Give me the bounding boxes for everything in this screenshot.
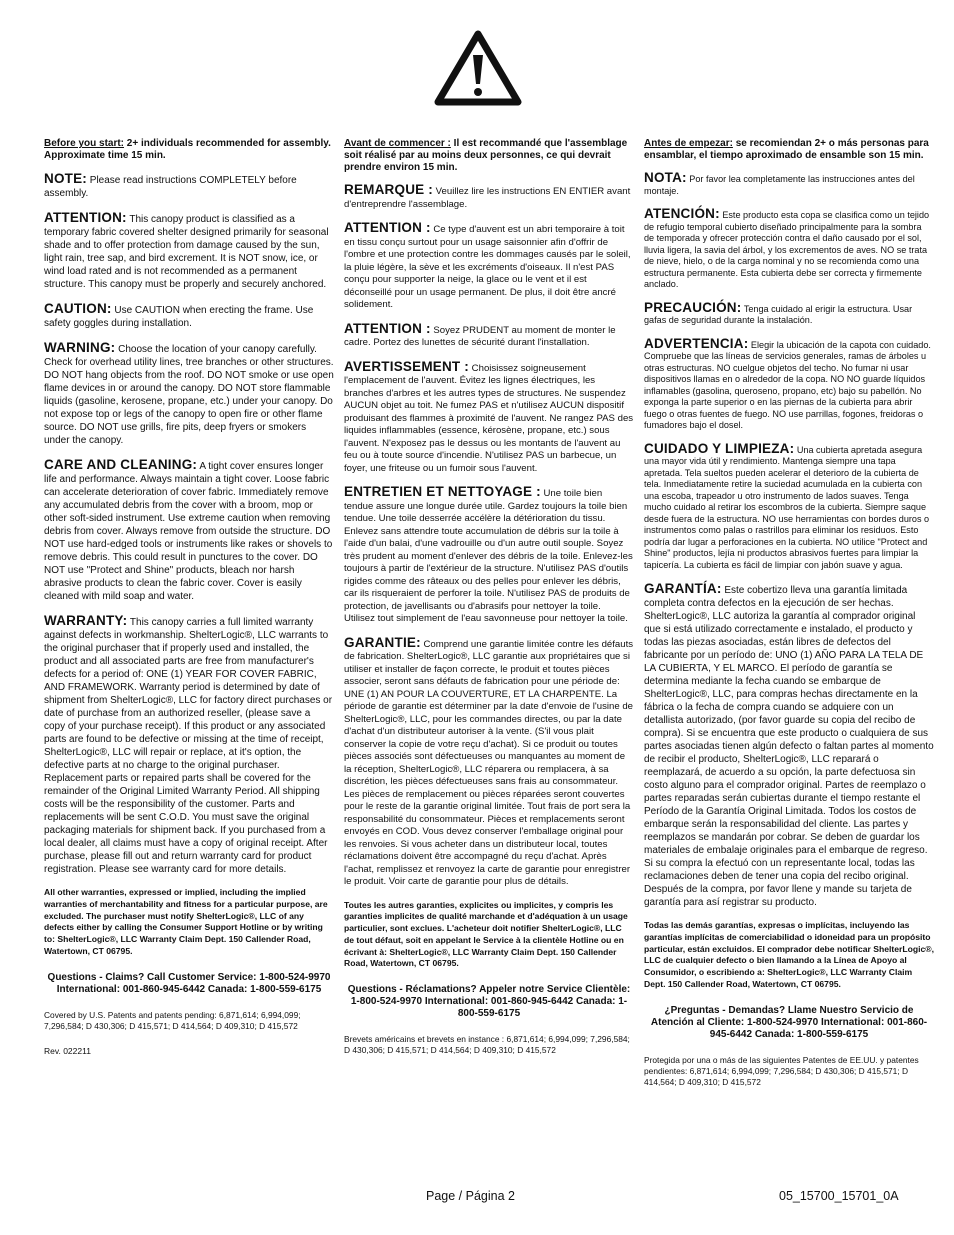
caution-section: CAUTION: Use CAUTION when erecting the frame. Use safety goggles during installation.	[44, 301, 314, 329]
attention-section: ATTENTION: This canopy product is classified as a temporary fabric covered shelter designed primarily for seasonal shade and to offer protection from damage caused by the sun, light rain, tree sap, and bird excrement. It is NOT snow, ice, or wind load rated and is not recommended as a permanent structure. This canopy must be properly and securely anchored.	[44, 210, 329, 290]
patents-notice: Protegida por una o más de las siguientes Patentes de EE.UU. y patentes pendientes: 6,871,614; 6,994,099; 7,296,584; D 430,306; D 415,571; D 414,564; D 409,310; D 415,572	[644, 1054, 919, 1087]
warning-section: ADVERTENCIA: Elegir la ubicación de la capota con cuidado. Compruebe que las líneas de servicios generales, ramas de árboles u otras estructuras. NO cuelgue objetos del techo. No fumar ni usar dispositivos llamas en o alrededor de la copa. NO NO guarde líquidos inflamables (gasolina, queroseno, propano, etc) bajo su pabellón. No exponga la parte superior o en las piernas de la cubierta para abrir fuego o otras fuentes de fuego. NO use parrillas, fogones, freidoras o fumadores bajo el dosel.	[644, 335, 931, 430]
customer-service-contact: Questions - Réclamations? Appeler notre Service Clientèle: 1-800-524-9970 International: 001-860-945-6442 Canada: 1-800-559-6175	[347, 984, 631, 1020]
customer-service-contact: ¿Preguntas - Demandas? Llame Nuestro Servicio de Atención al Cliente: 1-800-524-9970 International: 001-860-945-6442 Canada: 1-800-559-6175	[650, 1004, 928, 1040]
warranty-section: GARANTIE: Comprend une garantie limitée contre les défauts de fabrication. ShelterLogic®, LLC garantie aux propriétaires que si utiliser et installer de façon correcte, le produit et toutes pièces associer, seront sans défauts de fabrication pour une période de: UNE (1) AN POUR LA COUVERTURE, ET LA CHARPENTE. La période de garantie est déterminer par la date d'envoie de l'usine de ShelterLogic®, LLC, pour les commandes directes, ou par la date d'achat d'un distributeur autoriser à la vente. (S'il vous plait conserver la copie de votre reçu d'achat). Si ce produit ou toutes pièces associés sont défectueuses ou manquantes au moment de la réception, ShelterLogic®, LLC réparera ou remplacera, à sa discrétion, les pièces défectueuses sans frais au consommateur. Les pièces de remplacement ou pièces réparées seront couvertes pour le reste de la garantie original limitée. Tout frais de port sera la responsabilité du consommateur. Pièces et remplacements seront envoyés en COD. Vous devez conserver l'emballage original pour les renvoies. Si vous acheter dans un distributeur local, toutes réclamations doivent être accompagné du reçu d'achat. Après l'achat, remplissez et renvoyez la carte de garantie pour enregistrer le produit. Voir carte de garantie pour plus de détails.	[344, 634, 634, 887]
caution-section: ATTENTION : Soyez PRUDENT au moment de monter le cadre. Portez des lunettes de sécurité durant l'installation.	[344, 320, 616, 348]
patents-notice: Brevets américains et brevets en instance : 6,871,614; 6,994,099; 7,296,584; D 430,306; D 415,571; D 414,564; D 409,310; D 415,572	[344, 1034, 630, 1056]
english-column	[44, 138, 334, 1065]
french-column	[344, 138, 634, 1066]
page-number: Page / Página 2	[426, 1189, 515, 1203]
spanish-column	[644, 138, 934, 1098]
note-section: NOTE: Please read instructions COMPLETELY before assembly.	[44, 171, 297, 199]
warranty-section: WARRANTY: This canopy carries a full limited warranty against defects in workmanship. ShelterLogic®, LLC warrants to the original purchaser that if properly used and installed, the product and all associated parts are free from manufacturer's defects for a period of: ONE (1) YEAR FOR COVER FABRIC, AND FRAMEWORK. Warranty period is determined by date of shipment from ShelterLogic®, LLC for factory direct purchases or date of purchase from an authorized reseller, (please save a copy of your purchase receipt). If this product or any associated parts are found to be defective or missing at the time of receipt, ShelterLogic®, LLC will repair or replace, at it's option, the defective parts at no charge to the original purchaser. Replacement parts or repaired parts shall be covered for the remainder of the Original Limited Warranty Period. All shipping costs will be the responsibility of the customer. Parts and replacements will be sent C.O.D. You must save the original packaging materials for shipment back. If you purchased from a local dealer, all claims must have a copy of original receipt. After purchase, please fill out and return warranty card for product registration. Please see warranty card for more details.	[44, 613, 333, 875]
caution-section: PRECAUCIÓN: Tenga cuidado al erigir la estructura. Usar gafas de seguridad durante la instalación.	[644, 299, 913, 325]
before-you-start: Before you start: 2+ individuals recommended for assembly. Approximate time 15 min.	[44, 138, 331, 161]
customer-service-contact: Questions - Claims? Call Customer Service: 1-800-524-9970 International: 001-860-945-6442 Canada: 1-800-559-6175	[47, 971, 331, 995]
warning-section: AVERTISSEMENT : Choisissez soigneusement l'emplacement de l'auvent. Évitez les lignes électriques, les branches d'arbres et les autres types de structures. Ne suspendez AUCUN objet au toit. Ne fumez PAS et n'utilisez AUCUN dispositif produisant des flammes à proximité de l'auvent. Ne rangez PAS des liquides inflammables (essence, kérosène, propane, etc.) sous l'auvent. N'exposez pas le dessus ou les montants de l'auvent au feu ou à toute source d'incendie. N'utilisez PAS un barbecue, un foyer, une friteuse ou un fumoir sous l'auvent.	[344, 358, 634, 474]
warranty-section: GARANTÍA: Este cobertizo lleva una garantía limitada completa contra defectos en la ejecución de ser hechas. ShelterLogic®, LLC autoriza la garantía al comprador original que si está utilizado correctamente e instalado, el producto y todas las piezas asociadas, están libres de defectos del fabricante por un período de: UNO (1) AÑO PARA LA TELA DE LA CUBIERTA, Y EL MARCO. El período de garantía se determina mediante la fecha cuando se embarque de ShelterLogic®, LLC, para compras hechas directamente en la fábrica o la fecha de compra cuando se adquiere con un detallista autorizado, (por favor guarde su copia del recibo de compra). Si se encuentra que este producto o cualquiera de sus partes asociadas tienen algún defecto o faltan partes al momento de recibir el producto, ShelterLogic®, LLC reparará o reemplazará, de acuerdo a su opción, la parte defectuosa sin costo alguno para el comprador original. Partes de reemplazo o partes reparadas serán cubiertas durante el tiempo restante el Período de la Garantía Original Limitada. Todos los costos de embarque serán la responsabilidad del cliente. Las partes y reemplazos se mandarán por cobrar. Se deben de guardar los materiales de embalaje originales para el embarque de regreso. Si su compra la efectuó con un representante local, todas las reclamaciones deben de tener una copia del recibo original. Después de la compra, por favor llene y mande su tarjeta de garantía para así registrar su producto.	[644, 581, 934, 908]
warning-triangle-icon	[432, 28, 524, 108]
warranty-disclaimer: Toutes les autres garanties, explicites ou implicites, y compris les garanties implicites de qualité marchande et d'adéquation à un usage particulier, sont exclues. L'acheteur doit notifier ShelterLogic®, LLC de tout défaut, soit en appelant le Service à la clientèle Hotline ou en écrivant à: ShelterLogic®, LLC Warranty Claim Dept. 150 Callender Road, Watertown, CT 06795.	[344, 899, 628, 969]
attention-section: ATENCIÓN: Este producto esta copa se clasifica como un tejido de refugio temporal cubierto diseñado principalmente para la sombra de temporada y ofrecer protección contra el daño causado por el sol, lluvia ligera, la savia del árbol, y los excrementos de aves. NO se trata de nieve, hielo, o de la carga nominal y no se recomienda como una estructura permanente. Esta cubierta debe ser correcta y firmemente anclado.	[644, 206, 930, 289]
warranty-disclaimer: All other warranties, expressed or implied, including the implied warranties of merchantability and fitness for a particular purpose, are excluded. The purchaser must notify ShelterLogic®, LLC of any defects either by calling the Consumer Support Hotline or by writing to: ShelterLogic®, LLC Warranty Claim Dept. 150 Callender Road, Watertown, CT 06795.	[44, 887, 328, 956]
warning-section: WARNING: Choose the location of your canopy carefully. Check for overhead utility lines, tree branches or other structures. DO NOT hang objects from the roof. DO NOT smoke or use open flame devices in or around the canopy. DO NOT store flammable liquids (gasoline, kerosene, propane, etc.) under your canopy. Do not expose top or legs of the canopy to open fire or other flame source. DO NOT use grills, fire pits, deep fryers or smokers under the canopy.	[44, 340, 334, 446]
before-you-start: Antes de empezar: se recomiendan 2+ o más personas para ensamblar, el tiempo aproximado de ensamble son 15 min.	[644, 138, 929, 161]
document-code: 05_15700_15701_0A	[779, 1189, 899, 1203]
patents-notice: Covered by U.S. Patents and patents pending: 6,871,614; 6,994,099; 7,296,584; D 430,306; D 415,571; D 414,564; D 409,310; D 415,572	[44, 1009, 301, 1031]
revision-label: Rev. 022211	[44, 1045, 91, 1056]
care-cleaning-section: CARE AND CLEANING: A tight cover ensures longer life and performance. Always maintain a tight cover. Loose fabric can accelerate deterioration of cover fabric. Immediately remove any accumulated debris from the cover with a broom, mop or other soft-sided instrument. Use extreme caution when removing debris from cover. Always remove from outside the structure. DO NOT use hard-edged tools or instruments like rakes or shovels to remove debris. This could result in punctures to the cover. DO NOT use "Protect and Shine" products, bleach nor harsh abrasive products to clean the fabric cover. Cover is easily cleaned with mild soap and water.	[44, 457, 333, 602]
care-cleaning-section: ENTRETIEN ET NETTOYAGE : Une toile bien tendue assure une longue durée utile. Gardez toujours la toile bien tendue. Une toile desserrée accélère la détérioration du tissu. Enlevez sans attendre toute accumulation de débris sur la toile à l'aide d'un balai, d'une vadrouille ou d'un autre outil souple. Soyez très prudent au moment d'enlever des débris de la toile. Enlevez-les toujours à partir de l'extérieur de la structure. N'utilisez PAS d'outils rigides comme des râteaux ou des pelles pour enlever les débris, car ils risqueraient de perforer la toile. N'utilisez PAS de produits de protection, de javellisants ou d'abrasifs pour nettoyer la toile. Utilisez tout simplement de l'eau savonneuse pour nettoyer la toile.	[344, 484, 633, 624]
note-section: REMARQUE : Veuillez lire les instructions EN ENTIER avant d'entreprendre l'assemblage.	[344, 182, 631, 210]
note-section: NOTA: Por favor lea completamente las instrucciones antes del montaje.	[644, 170, 915, 196]
care-cleaning-section: CUIDADO Y LIMPIEZA: Una cubierta apretada asegura una mayor vida útil y rendimiento. Mantenga siempre una tapa apretada. Tela sueltos pueden acelerar el deterioro de la cubierta de tela. Inmediatamente retire la suciedad acumulada en la cubierta con una escoba, trapeador u otro instrumento de lados suaves. Tenga mucho cuidado al retirar los escombros de la cubierta. Siempre saque desde fuera de la estructura. NO use herramientas con bordes duros o instrumentos como palas o rastrillos para eliminar los residuos. Esto podría dar lugar a perforaciones en la cubierta. NO utilice "Protect and Shine" productos, lejía ni productos abrasivos fuertes para limpiar la tapicería. La cubierta es fácil de limpiar con jabón suave y agua.	[644, 440, 930, 570]
before-you-start: Avant de commencer : Il est recommandé que l'assemblage soit réalisé par au moins deux personnes, ce qui devrait prendre environ 15 min.	[344, 138, 628, 173]
attention-section: ATTENTION : Ce type d'auvent est un abri temporaire à toit en tissu conçu surtout pour un usage saisonnier afin d'offrir de l'ombre et une protection contre les dommages causés par le soleil, la pluie légère, la sève et les excréments d'oiseaux. Il n'est PAS conçu pour supporter la neige, la glace ou le vent et il est déconseillé pour un usage permanent. De plus, il doit être ancré solidement.	[344, 220, 631, 310]
warranty-disclaimer: Todas las demás garantías, expresas o implícitas, incluyendo las garantías implícitas de comerciabilidad o idoneidad para un propósito particular, están excluidos. El comprador debe notificar ShelterLogic®, LLC de cualquier defecto o bien llamando a la Línea de Apoyo al Consumidor, o escribiendo a: ShelterLogic®, LLC Warranty Claim Dept. 150 Callender Road, Watertown, CT 06795.	[644, 920, 935, 989]
